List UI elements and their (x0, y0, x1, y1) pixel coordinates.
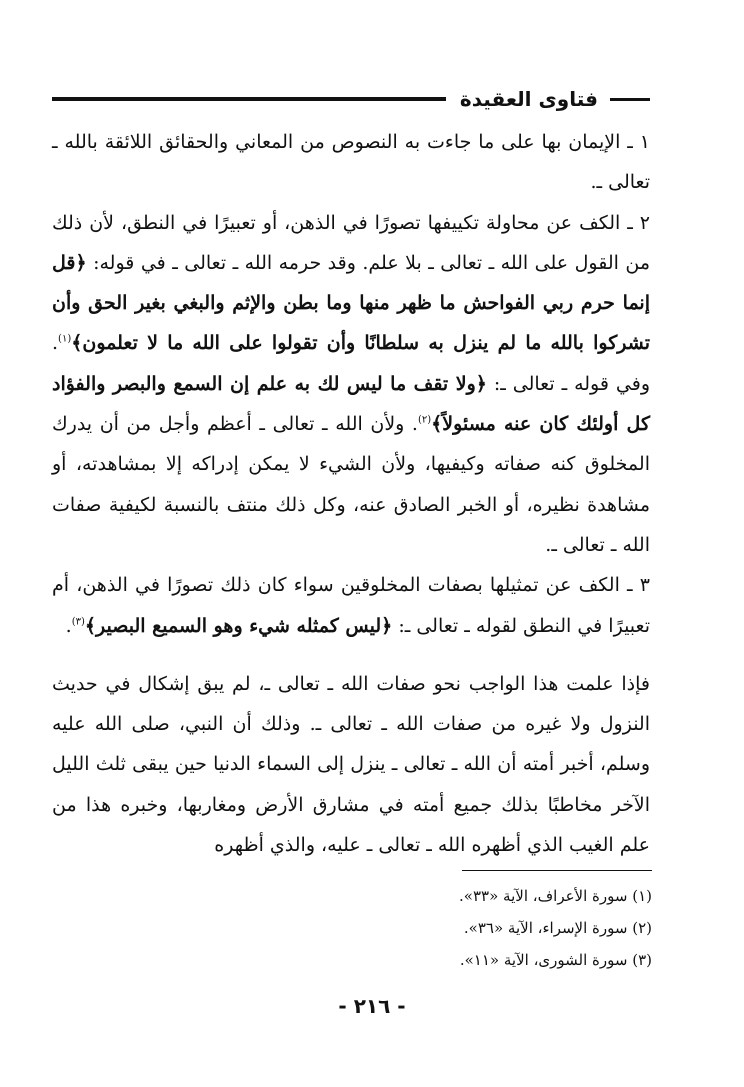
main-text (52, 122, 650, 865)
paragraph-3 (52, 565, 650, 646)
header-title: فتاوى العقيدة (459, 87, 598, 111)
footnote-1: (١) سورة الأعراف، الآية «٣٣». (459, 887, 652, 905)
quran-quote-3: ﴿ليس كمثله شيء وهو السميع البصير﴾ (84, 614, 393, 637)
paragraph-2 (52, 203, 650, 566)
paragraph-4 (52, 664, 650, 865)
footnote-2: (٢) سورة الإسراء، الآية «٣٦». (463, 919, 652, 937)
footnote-separator (462, 870, 652, 871)
footnotes (252, 880, 652, 976)
paragraph-2-text-c: . ولأن الله ـ تعالى ـ أعظم وأجل من أن يدرك المخلوق كنه صفاته وكيفيها، ولأن الشيء لا يمكن إدراكه إلا بمشاهدته، أو مشاهدة نظيره، أو الخبر الصادق عنه، وكل ذلك منتف بالنسبة لكيفية صفات الله ـ تعالى ـ. (52, 413, 650, 556)
footnote-ref-3: (٣) (71, 616, 85, 628)
footnote-3: (٣) سورة الشورى، الآية «١١». (459, 951, 652, 969)
paragraph-1-text: ١ ـ الإيمان بها على ما جاءت به النصوص من المعاني والحقائق اللائقة بالله ـ تعالى ـ. (52, 131, 650, 194)
header-dash (610, 98, 650, 101)
paragraph-1 (52, 122, 650, 203)
paragraph-3-text-a: ٣ ـ الكف عن تمثيلها بصفات المخلوقين سواء كان ذلك تصورًا في الذهن، أم تعبيرًا في النطق لقوله ـ تعالى ـ: (52, 574, 650, 637)
header-rule (52, 97, 446, 101)
paragraph-3-end: . (65, 614, 72, 637)
quran-quote-2: ﴿ولا تقف ما ليس لك به علم إن السمع والبصر والفؤاد كل أولئك كان عنه مسئولاً﴾ (52, 372, 650, 436)
footnote-ref-1: (١) (58, 334, 72, 346)
paragraph-2-text-b: . وفي قوله ـ تعالى ـ: (52, 332, 650, 395)
running-header (52, 82, 650, 116)
page-number: - ٢١٦ - (338, 994, 406, 1018)
quran-quote-1: ﴿قل إنما حرم ربي الفواحش ما ظهر منها وما بطن والإثم والبغي بغير الحق وأن تشركوا بالله ما لم ينزل به سلطانًا وأن تقولوا على الله ما لا تعلمون﴾ (52, 251, 650, 355)
paragraph-2-text-a: ٢ ـ الكف عن محاولة تكييفها تصورًا في الذهن، أو تعبيرًا في النطق، لأن ذلك من القول على الله ـ تعالى ـ بلا علم. وقد حرمه الله ـ تعالى ـ في قوله: (52, 211, 650, 274)
footnote-ref-2: (٢) (417, 414, 432, 426)
paragraph-4-text: فإذا علمت هذا الواجب نحو صفات الله ـ تعالى ـ، لم يبق إشكال في حديث النزول ولا غيره من صفات الله ـ تعالى ـ. وذلك أن النبي، صلى الله عليه وسلم، أخبر أمته أن الله ـ تعالى ـ ينزل إلى السماء الدنيا حين يبقى ثلث الليل الآخر مخاطبًا بذلك جميع أمته في مشارق الأرض ومغاربها، وخبره هذا من علم الغيب الذي أظهره الله ـ تعالى ـ عليه، والذي أظهره (52, 672, 650, 857)
